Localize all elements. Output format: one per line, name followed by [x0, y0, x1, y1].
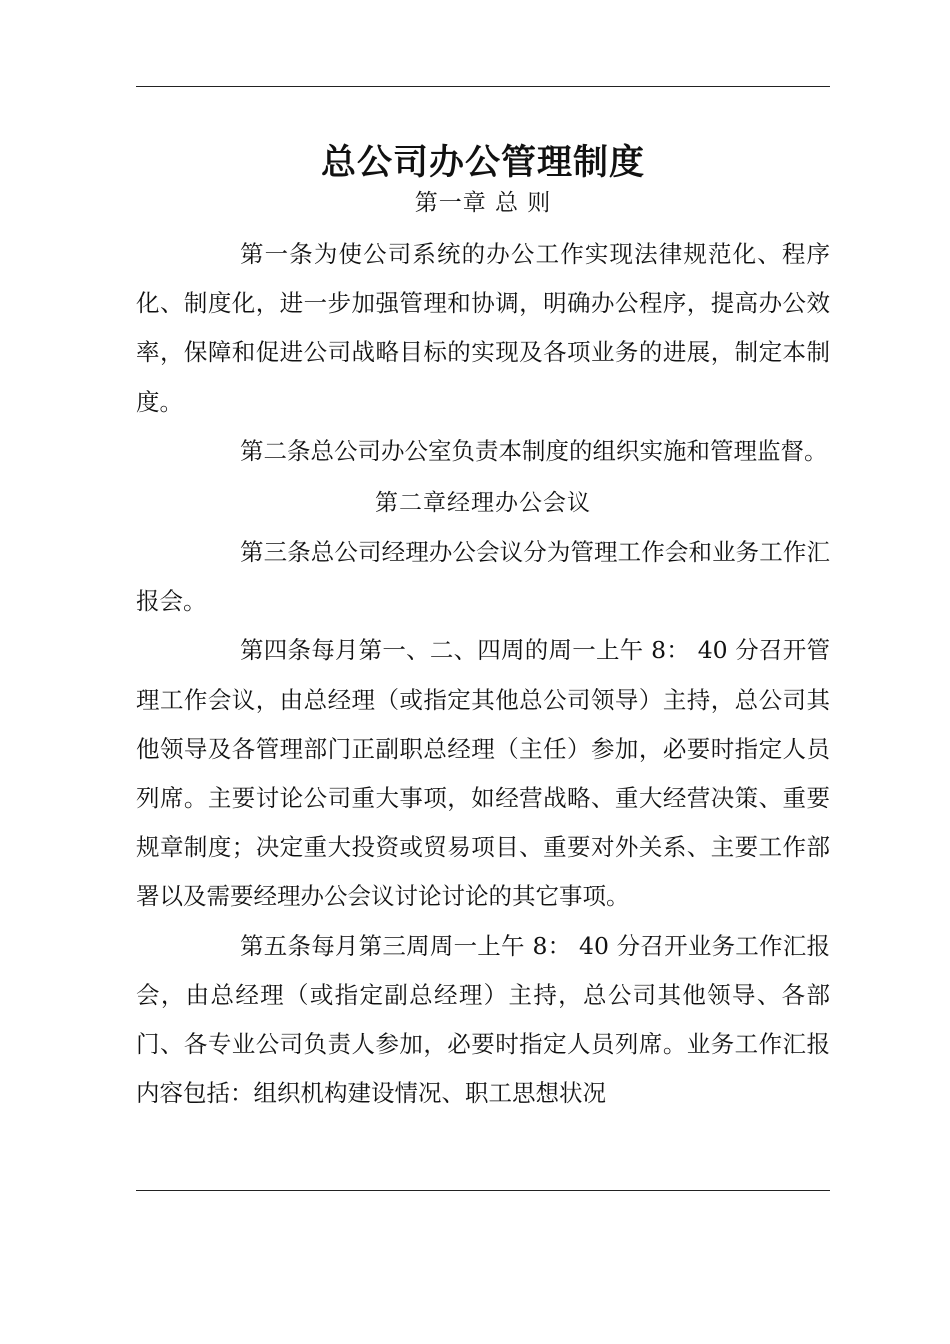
article-paragraph: 第四条每月第一、二、四周的周一上午 8： 40 分召开管理工作会议，由总经理（或指定其他总公司领导）主持，总公司其他领导及各管理部门正副职总经理（主任）参加，必要时指定人员列席。主要讨论公司重大事项，如经营战略、重大经营决策、重要规章制度；决定重大投资或贸易项目、重要对外关系、主要工作部署以及需要经理办公会议讨论讨论的其它事项。	[136, 636, 830, 911]
article-paragraph: 第一条为使公司系统的办公工作实现法律规范化、程序化、制度化，进一步加强管理和协调，明确办公程序，提高办公效率，保障和促进公司战略目标的实现及各项业务的进展，制定本制度。	[136, 240, 830, 416]
chapter-heading: 第一章 总 则	[414, 190, 552, 216]
document-body	[136, 178, 830, 1118]
footer-rule	[136, 1190, 830, 1191]
header-rule	[136, 86, 830, 87]
chapter-heading: 第二章经理办公会议	[375, 490, 591, 517]
article-paragraph: 第五条每月第三周周一上午 8： 40 分召开业务工作汇报会，由总经理（或指定副总经理）主持，总公司其他领导、各部门、各专业公司负责人参加，必要时指定人员列席。业务工作汇报内容包括：组织机构建设情况、职工思想状况	[136, 931, 830, 1108]
article-paragraph: 第二条总公司办公室负责本制度的组织实施和管理监督。	[240, 436, 828, 465]
article-paragraph: 第三条总公司经理办公会议分为管理工作会和业务工作汇报会。	[136, 538, 830, 616]
document-title: 总公司办公管理制度	[320, 142, 645, 184]
